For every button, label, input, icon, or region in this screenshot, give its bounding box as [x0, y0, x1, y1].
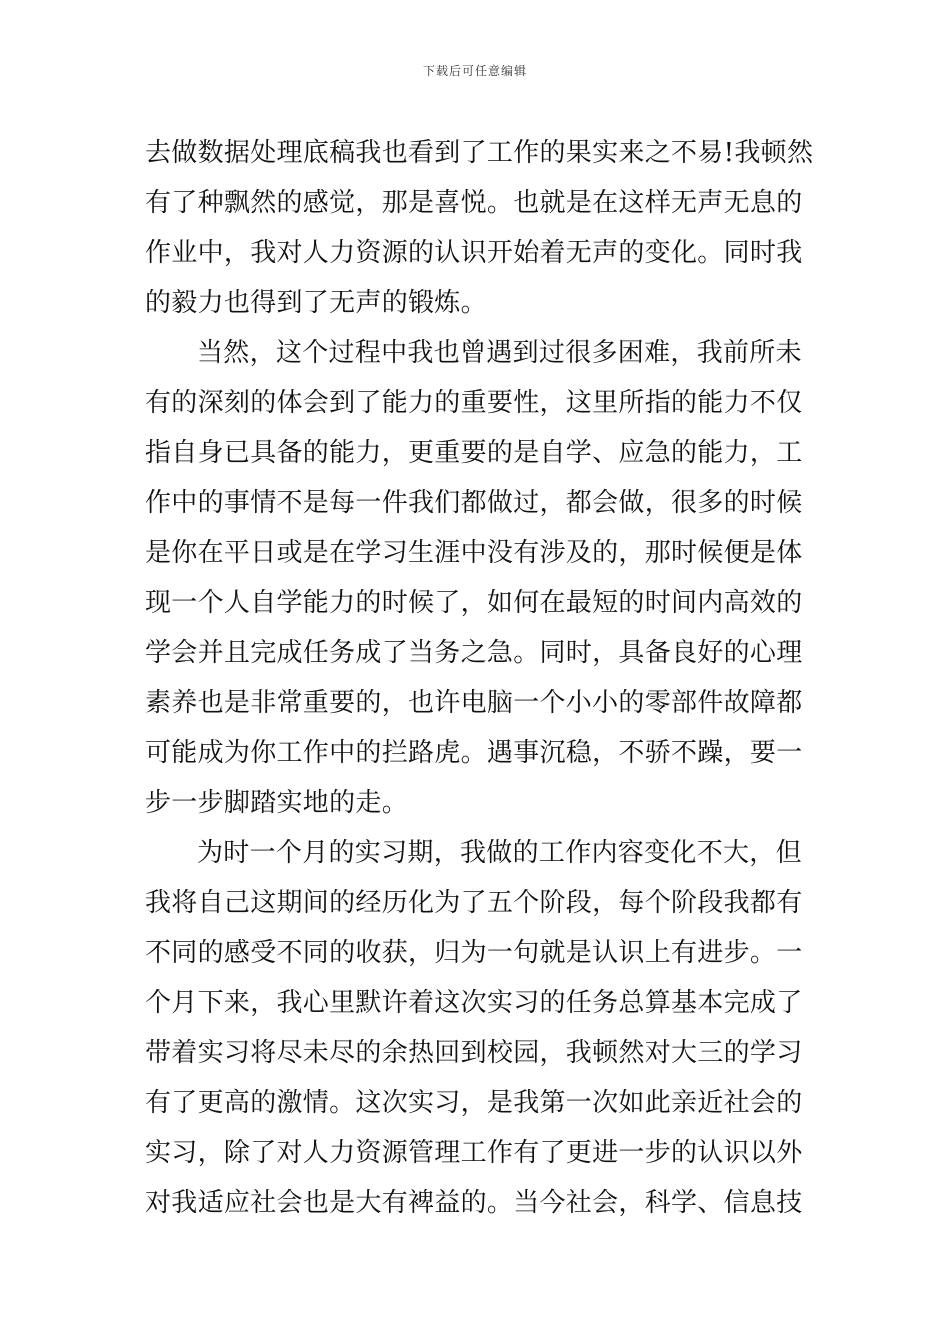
text-line: 实习，除了对人力资源管理工作有了更进一步的认识以外: [145, 1138, 803, 1168]
text-line: 去做数据处理底稿我也看到了工作的果实来之不易!我顿然: [145, 138, 814, 168]
text-line: 作中的事情不是每一件我们都做过，都会做，很多的时候: [145, 488, 803, 518]
text-line: 有了更高的激情。这次实习，是我第一次如此亲近社会的: [145, 1088, 803, 1118]
text-line: 素养也是非常重要的，也许电脑一个小小的零部件故障都: [145, 688, 803, 718]
text-line: 的毅力也得到了无声的锻炼。: [145, 288, 487, 318]
text-line: 作业中，我对人力资源的认识开始着无声的变化。同时我: [145, 238, 803, 268]
text-line: 步一步脚踏实地的走。: [145, 788, 409, 818]
text-line: 现一个人自学能力的时候了，如何在最短的时间内高效的: [145, 588, 803, 618]
text-line: 有的深刻的体会到了能力的重要性，这里所指的能力不仅: [145, 388, 803, 418]
text-line: 指自身已具备的能力，更重要的是自学、应急的能力，工: [145, 438, 803, 468]
text-line: 我将自己这期间的经历化为了五个阶段，每个阶段我都有: [145, 888, 803, 918]
body-text: [145, 128, 814, 1228]
text-line: 是你在平日或是在学习生涯中没有涉及的，那时候便是体: [145, 538, 803, 568]
text-line: 个月下来，我心里默许着这次实习的任务总算基本完成了: [145, 988, 803, 1018]
text-line: 不同的感受不同的收获，归为一句就是认识上有进步。一: [145, 938, 803, 968]
paragraph-first-line: 当然，这个过程中我也曾遇到过很多困难，我前所未: [197, 338, 802, 368]
text-line: 学会并且完成任务成了当务之急。同时，具备良好的心理: [145, 638, 803, 668]
text-line: 带着实习将尽未尽的余热回到校园，我顿然对大三的学习: [145, 1038, 803, 1068]
text-line: 有了种飘然的感觉，那是喜悦。也就是在这样无声无息的: [145, 188, 803, 218]
page-header: 下载后可任意编辑: [422, 64, 527, 78]
text-line: 可能成为你工作中的拦路虎。遇事沉稳，不骄不躁，要一: [145, 738, 803, 768]
text-line: 对我适应社会也是大有裨益的。当今社会，科学、信息技: [145, 1188, 803, 1218]
paragraph-first-line: 为时一个月的实习期，我做的工作内容变化不大，但: [197, 838, 802, 868]
